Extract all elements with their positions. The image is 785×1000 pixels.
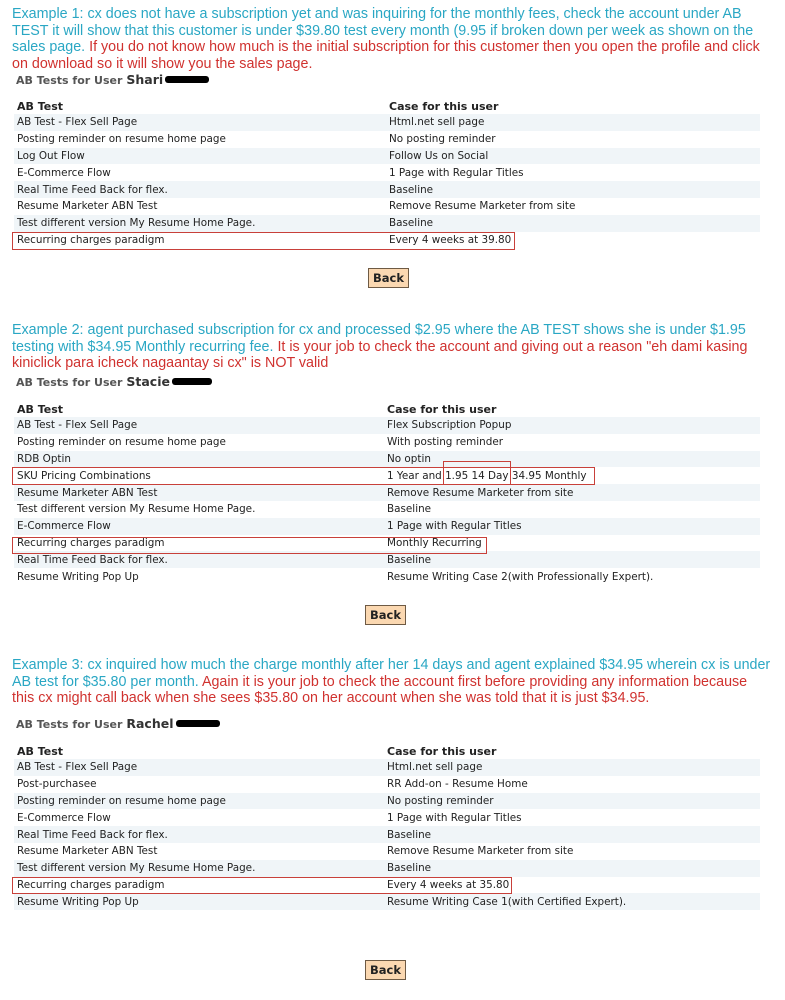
test-case: Html.net sell page: [386, 114, 760, 131]
test-case: With posting reminder: [384, 434, 760, 451]
table-row: [14, 893, 760, 910]
test-case: Baseline: [386, 181, 760, 198]
test-case: 1 Page with Regular Titles: [386, 164, 760, 181]
column-header-ab-test: AB Test: [14, 98, 386, 114]
test-name: E-Commerce Flow: [14, 164, 386, 181]
table-row: [14, 131, 760, 148]
test-case: Baseline: [384, 826, 760, 843]
table-row: [14, 809, 760, 826]
table-row: [14, 826, 760, 843]
test-name: Posting reminder on resume home page: [14, 434, 384, 451]
redaction-mark: [165, 76, 209, 83]
test-name: AB Test - Flex Sell Page: [14, 759, 384, 776]
table-row: [14, 181, 760, 198]
test-name: Resume Marketer ABN Test: [14, 843, 384, 860]
example-note-red: It is your job to check the account and giving out a reason "eh dami kasing kiniclick para icheck nagaantay si cx" is NOT valid: [12, 338, 748, 371]
test-name: SKU Pricing Combinations: [14, 467, 384, 484]
table-row: [14, 484, 760, 501]
test-case: Baseline: [384, 551, 760, 568]
test-name: Posting reminder on resume home page: [14, 793, 384, 810]
test-name: Recurring charges paradigm: [14, 535, 384, 552]
table-row: [14, 434, 760, 451]
redaction-mark: [172, 378, 212, 385]
ab-test-table: [14, 743, 760, 910]
test-name: Recurring charges paradigm: [14, 232, 386, 249]
test-case: Remove Resume Marketer from site: [386, 198, 760, 215]
table-row: [14, 232, 760, 249]
test-case: Resume Writing Case 2(with Professionally Expert).: [384, 568, 760, 585]
example-2-note: [12, 322, 772, 372]
test-name: Posting reminder on resume home page: [14, 131, 386, 148]
example-1-note: [12, 6, 772, 72]
table-row: [14, 518, 760, 535]
test-name: Test different version My Resume Home Page.: [14, 215, 386, 232]
table-row: [14, 568, 760, 585]
user-name: Shari: [126, 72, 164, 87]
test-name: Test different version My Resume Home Page.: [14, 860, 384, 877]
test-case: 1 Page with Regular Titles: [384, 518, 760, 535]
column-header-ab-test: AB Test: [14, 401, 384, 417]
user-name: Rachel: [126, 716, 174, 731]
table-row: [14, 843, 760, 860]
table-row: [14, 148, 760, 165]
table-row: [14, 451, 760, 468]
test-case: Baseline: [384, 501, 760, 518]
column-header-case: Case for this user: [384, 401, 760, 417]
table-row: [14, 860, 760, 877]
test-case: Every 4 weeks at 35.80: [384, 877, 760, 894]
test-case: No posting reminder: [384, 793, 760, 810]
back-button[interactable]: Back: [368, 268, 409, 288]
example-note-cyan: Example 2: agent purchased subscription for cx and processed $2.95 where the AB TEST shows she is under $1.95 testing with $34.95 Monthly recurring fee.: [12, 322, 746, 355]
test-case: Flex Subscription Popup: [384, 417, 760, 434]
test-name: Resume Marketer ABN Test: [14, 198, 386, 215]
test-name: E-Commerce Flow: [14, 809, 384, 826]
test-case: Resume Writing Case 1(with Certified Expert).: [384, 893, 760, 910]
test-name: AB Test - Flex Sell Page: [14, 417, 384, 434]
table-row: [14, 215, 760, 232]
redaction-mark: [176, 720, 220, 727]
column-header-case: Case for this user: [386, 98, 760, 114]
example-note-cyan: Example 3: cx inquired how much the charge monthly after her 14 days and agent explained $34.95 wherein cx is under AB test for $35.80 per month.: [12, 657, 771, 690]
test-name: RDB Optin: [14, 451, 384, 468]
table-row: [14, 551, 760, 568]
user-heading-prefix: AB Tests for User: [16, 718, 123, 731]
column-header-ab-test: AB Test: [14, 743, 384, 759]
table-row: [14, 417, 760, 434]
table-row: [14, 776, 760, 793]
test-case: 1 Year and 1.95 14 Day 34.95 Monthly: [384, 467, 760, 484]
ab-tests-user-heading: [16, 72, 209, 88]
test-name: Post-purchasee: [14, 776, 384, 793]
test-name: AB Test - Flex Sell Page: [14, 114, 386, 131]
test-name: Resume Writing Pop Up: [14, 568, 384, 585]
example-note-red: If you do not know how much is the initial subscription for this customer then you open the profile and click on download so it will show you the sales page.: [12, 39, 760, 72]
user-heading-prefix: AB Tests for User: [16, 74, 123, 87]
test-case: 1 Page with Regular Titles: [384, 809, 760, 826]
table-row: [14, 877, 760, 894]
test-case: Follow Us on Social: [386, 148, 760, 165]
table-row: [14, 467, 760, 484]
test-name: E-Commerce Flow: [14, 518, 384, 535]
ab-test-table: [14, 98, 760, 248]
table-row: [14, 793, 760, 810]
test-case: Remove Resume Marketer from site: [384, 843, 760, 860]
test-case: Remove Resume Marketer from site: [384, 484, 760, 501]
example-3-note: [12, 657, 772, 707]
user-name: Stacie: [126, 374, 170, 389]
table-row: [14, 501, 760, 518]
test-name: Test different version My Resume Home Page.: [14, 501, 384, 518]
table-row: [14, 198, 760, 215]
example-note-red: Again it is your job to check the account first before providing any information because this cx might call back when she sees $35.80 on her account when she was told that it is just $34.95.: [12, 673, 748, 706]
test-case: Html.net sell page: [384, 759, 760, 776]
test-name: Real Time Feed Back for flex.: [14, 551, 384, 568]
test-name: Resume Marketer ABN Test: [14, 484, 384, 501]
example-note-cyan: Example 1: cx does not have a subscription yet and was inquiring for the monthly fees, check the account under AB TEST it will show that this customer is under $39.80 test every month (9.95 if broken down per week as shown on the sales page.: [12, 6, 754, 55]
ab-tests-user-heading: [16, 374, 212, 390]
back-button[interactable]: Back: [365, 960, 406, 980]
table-row: [14, 164, 760, 181]
test-name: Recurring charges paradigm: [14, 877, 384, 894]
test-case: No posting reminder: [386, 131, 760, 148]
table-row: [14, 759, 760, 776]
test-case: No optin: [384, 451, 760, 468]
column-header-case: Case for this user: [384, 743, 760, 759]
test-case: Monthly Recurring: [384, 535, 760, 552]
test-case: Every 4 weeks at 39.80: [386, 232, 760, 249]
test-name: Log Out Flow: [14, 148, 386, 165]
ab-tests-user-heading: [16, 716, 220, 732]
test-name: Resume Writing Pop Up: [14, 893, 384, 910]
test-name: Real Time Feed Back for flex.: [14, 181, 386, 198]
table-row: [14, 114, 760, 131]
test-case: RR Add-on - Resume Home: [384, 776, 760, 793]
test-case: Baseline: [386, 215, 760, 232]
test-name: Real Time Feed Back for flex.: [14, 826, 384, 843]
table-row: [14, 535, 760, 552]
back-button[interactable]: Back: [365, 605, 406, 625]
test-case: Baseline: [384, 860, 760, 877]
ab-test-table: [14, 401, 760, 585]
user-heading-prefix: AB Tests for User: [16, 376, 123, 389]
